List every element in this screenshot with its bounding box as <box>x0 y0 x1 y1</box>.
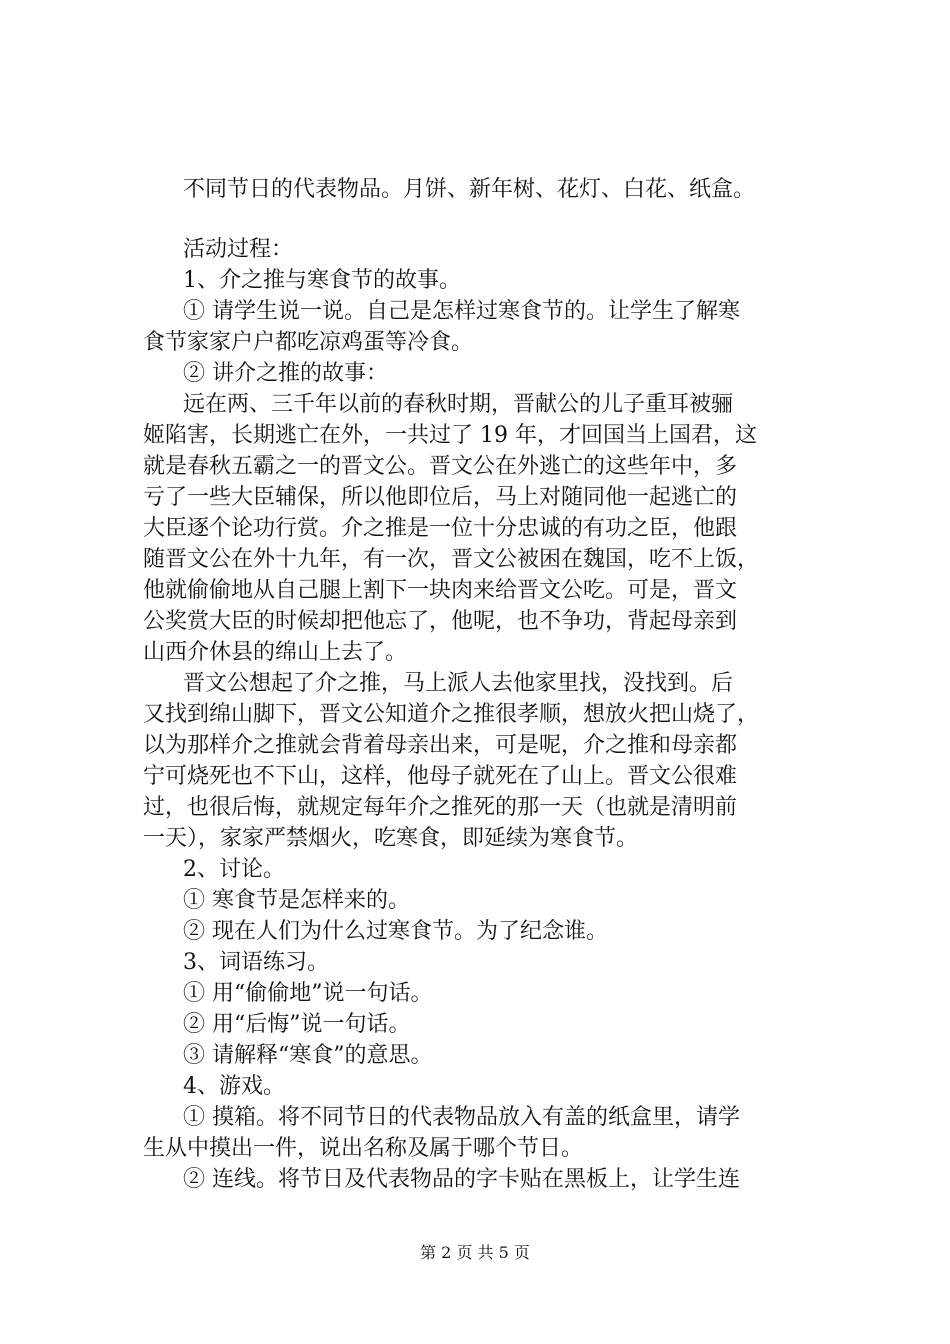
page-footer: 第 2 页 共 5 页 <box>420 1243 530 1262</box>
text-line: ② 连线。将节日及代表物品的字卡贴在黑板上，让学生连 <box>183 1167 740 1192</box>
text-line: 亏了一些大臣辅保，所以他即位后，马上对随同他一起逃亡的 <box>143 485 738 510</box>
paragraph-gap <box>143 205 863 234</box>
text-line: 一天），家家严禁烟火，吃寒食，即延续为寒食节。 <box>143 826 639 851</box>
text-line: ② 讲介之推的故事： <box>183 361 388 386</box>
text-line: 4、游戏。 <box>183 1074 285 1099</box>
text-line: 活动过程： <box>183 237 294 262</box>
text-line: 2、讨论。 <box>183 857 285 882</box>
text-line: 晋文公想起了介之推，马上派人去他家里找，没找到。后 <box>183 671 734 696</box>
text-line: 生从中摸出一件，说出名称及属于哪个节日。 <box>143 1136 584 1161</box>
text-line: 就是春秋五霸之一的晋文公。晋文公在外逃亡的这些年中，多 <box>143 454 738 479</box>
text-line: 食节家家户户都吃凉鸡蛋等冷食。 <box>143 330 474 355</box>
text-line: 宁可烧死也不下山，这样，他母子就死在了山上。晋文公很难 <box>143 764 738 789</box>
text-line: 以为那样介之推就会背着母亲出来，可是呢，介之推和母亲都 <box>143 733 738 758</box>
text-line: ① 请学生说一说。自己是怎样过寒食节的。让学生了解寒 <box>183 299 740 324</box>
text-line: ① 摸箱。将不同节日的代表物品放入有盖的纸盒里，请学 <box>183 1105 740 1130</box>
text-line: 他就偷偷地从自己腿上割下一块肉来给晋文公吃。可是，晋文 <box>143 578 738 603</box>
text-line: 公奖赏大臣的时候却把他忘了，他呢，也不争功，背起母亲到 <box>143 609 738 634</box>
text-line: ① 用“偷偷地”说一句话。 <box>183 981 433 1006</box>
text-line: 随晋文公在外十九年，有一次，晋文公被困在魏国，吃不上饭， <box>143 547 760 572</box>
document-body <box>143 174 863 1195</box>
text-line: ① 寒食节是怎样来的。 <box>183 888 410 913</box>
text-line: 山西介休县的绵山上去了。 <box>143 640 408 665</box>
text-line: 大臣逐个论功行赏。介之推是一位十分忠诚的有功之臣，他跟 <box>143 516 738 541</box>
text-line: 1、介之推与寒食节的故事。 <box>183 268 461 293</box>
text-line: 不同节日的代表物品。月饼、新年树、花灯、白花、纸盒。 <box>183 177 756 202</box>
text-line: 姬陷害，长期逃亡在外，一共过了 19 年，才回国当上国君，这 <box>143 423 757 448</box>
text-line: ② 用“后悔”说一句话。 <box>183 1012 411 1037</box>
text-line: 过，也很后悔，就规定每年介之推死的那一天（也就是清明前 <box>143 795 738 820</box>
text-line: 远在两、三千年以前的春秋时期，晋献公的儿子重耳被骊 <box>183 392 734 417</box>
text-line: ③ 请解释“寒食”的意思。 <box>183 1043 433 1068</box>
text-line: 又找到绵山脚下，晋文公知道介之推很孝顺，想放火把山烧了， <box>143 702 760 727</box>
text-line: ② 现在人们为什么过寒食节。为了纪念谁。 <box>183 919 608 944</box>
text-line: 3、词语练习。 <box>183 950 329 975</box>
